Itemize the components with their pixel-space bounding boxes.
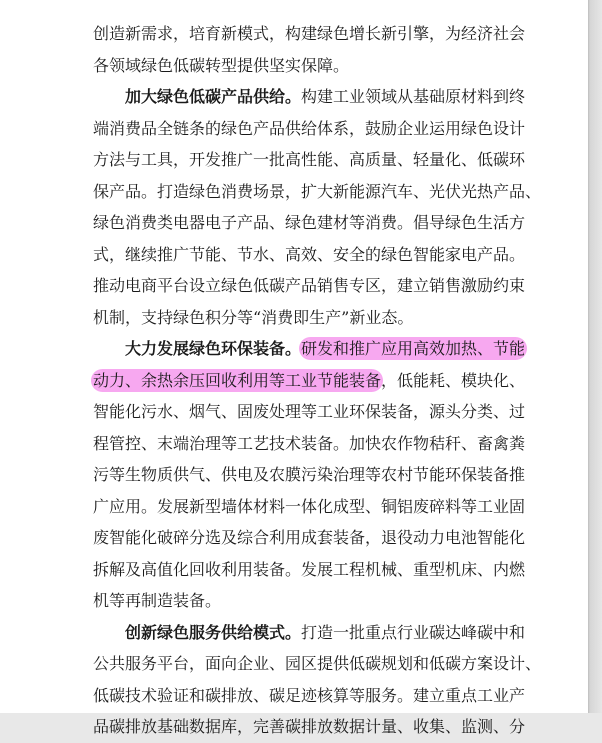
page-edge-shadow <box>588 0 602 713</box>
text-line: 绿色消费类电器电子产品、绿色建材等消费。倡导绿色生活方 <box>93 213 526 232</box>
text-run: 构建工业领域从基础原材料到终 <box>301 87 526 106</box>
text-line: 保产品。打造绿色消费场景，扩大新能源汽车、光伏光热产品、 <box>93 181 542 201</box>
text-run: 打造一批重点行业碳达峰碳中和 <box>301 622 526 642</box>
text-line: 方法与工具，开发推广一批高性能、高质量、轻量化、低碳环 <box>93 150 526 169</box>
paragraph-first-line <box>93 81 526 113</box>
text-line: 拆解及高值化回收利用装备。发展工程机械、重型机床、内燃 <box>93 559 526 579</box>
highlighted-text[interactable]: 动力、余热余压回收利用等工业节能装备 <box>93 370 382 390</box>
highlighted-text[interactable]: 研发和推广应用高效加热、节能 <box>301 339 526 358</box>
text-line: 公共服务平台，面向企业、园区提供低碳规划和低碳方案设计、 <box>93 654 542 673</box>
text-line: 端消费品全链条的绿色产品供给体系，鼓励企业运用绿色设计 <box>93 118 526 138</box>
text-line: 低碳技术验证和碳排放、碳足迹核算等服务。建立重点工业产 <box>93 685 526 705</box>
text-line: 机制，支持绿色积分等“消费即生产”新业态。 <box>93 307 414 327</box>
text-line <box>93 365 526 397</box>
text-line: 推动电商平台设立绿色低碳产品销售专区，建立销售激励约束 <box>93 276 526 295</box>
text-line: 品碳排放基础数据库，完善碳排放数据计量、收集、监测、分 <box>93 717 526 736</box>
paragraph-heading: 加大绿色低碳产品供给。 <box>125 87 302 106</box>
text-line: 广应用。发展新型墙体材料一体化成型、铜铝废碎料等工业固 <box>93 496 526 516</box>
document-body <box>93 18 542 743</box>
paragraph-first-line <box>93 333 526 365</box>
paragraph-heading: 大力发展绿色环保装备。 <box>125 339 302 358</box>
text-line: 废智能化破碎分选及综合利用成套装备，退役动力电池智能化 <box>93 528 526 547</box>
text-line: 程管控、末端治理等工艺技术装备。加快农作物秸秆、畜禽粪 <box>93 433 526 453</box>
text-line: 各领域绿色低碳转型提供坚实保障。 <box>93 55 350 75</box>
text-line: 机等再制造装备。 <box>93 591 222 610</box>
text-line: 智能化污水、烟气、固废处理等工业环保装备，源头分类、过 <box>93 402 526 421</box>
text-line: 式，继续推广节能、节水、高效、安全的绿色智能家电产品。 <box>93 244 526 264</box>
paragraph-first-line <box>93 617 526 649</box>
text-line: 创造新需求，培育新模式，构建绿色增长新引擎，为经济社会 <box>93 24 526 43</box>
text-line: 污等生物质供气、供电及农膜污染治理等农村节能环保装备推 <box>93 465 526 484</box>
paragraph-heading: 创新绿色服务供给模式。 <box>125 622 302 642</box>
text-run: ，低能耗、模块化、 <box>381 370 526 390</box>
